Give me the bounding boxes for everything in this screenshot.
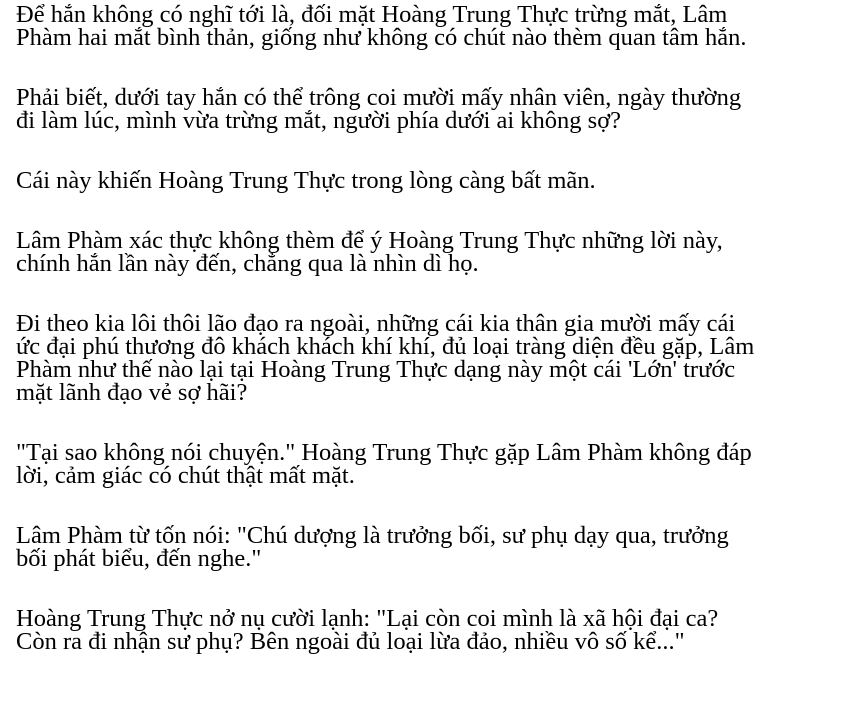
text-line: chính hắn lần này đến, chẳng qua là nhìn dì họ.	[16, 250, 479, 277]
text-line: Còn ra đi nhận sư phụ? Bên ngoài đủ loại lừa đảo, nhiều vô số kể..."	[16, 628, 685, 655]
text-line: đi làm lúc, mình vừa trừng mắt, người phía dưới ai không sợ?	[16, 107, 622, 134]
text-line: Cái này khiến Hoàng Trung Thực trong lòng càng bất mãn.	[16, 167, 596, 194]
paragraph-8	[16, 607, 861, 653]
paragraph-7	[16, 524, 861, 570]
text-line: bối phát biểu, đến nghe."	[16, 545, 262, 572]
text-line: Hoàng Trung Thực nở nụ cười lạnh: "Lại còn coi mình là xã hội đại ca?	[16, 605, 719, 632]
text-line: Phàm hai mắt bình thản, giống như không có chút nào thèm quan tâm hắn.	[16, 24, 747, 51]
text-line: Phải biết, dưới tay hắn có thể trông coi mười mấy nhân viên, ngày thường	[16, 84, 742, 111]
text-line: Phàm như thế nào lại tại Hoàng Trung Thực dạng này một cái 'Lớn' trước	[16, 356, 736, 383]
paragraph-1	[16, 3, 861, 49]
text-line: ức đại phú thương đô khách khách khí khí, đủ loại tràng diện đều gặp, Lâm	[16, 333, 755, 360]
paragraph-2	[16, 86, 861, 132]
text-line: Đi theo kia lôi thôi lão đạo ra ngoài, những cái kia thân gia mười mấy cái	[16, 310, 736, 337]
text-line: lời, cảm giác có chút thật mất mặt.	[16, 462, 355, 489]
paragraph-3	[16, 169, 861, 192]
text-line: "Tại sao không nói chuyện." Hoàng Trung Thực gặp Lâm Phàm không đáp	[16, 439, 752, 466]
text-line: mặt lãnh đạo vẻ sợ hãi?	[16, 379, 248, 406]
paragraph-6	[16, 441, 861, 487]
paragraph-5	[16, 312, 861, 404]
paragraph-4	[16, 229, 861, 275]
text-line: Lâm Phàm từ tốn nói: "Chú dượng là trưởng bối, sư phụ dạy qua, trưởng	[16, 522, 729, 549]
document-body	[16, 3, 861, 690]
text-line: Lâm Phàm xác thực không thèm để ý Hoàng Trung Thực những lời này,	[16, 227, 723, 254]
text-line: Để hắn không có nghĩ tới là, đối mặt Hoàng Trung Thực trừng mắt, Lâm	[16, 1, 728, 28]
